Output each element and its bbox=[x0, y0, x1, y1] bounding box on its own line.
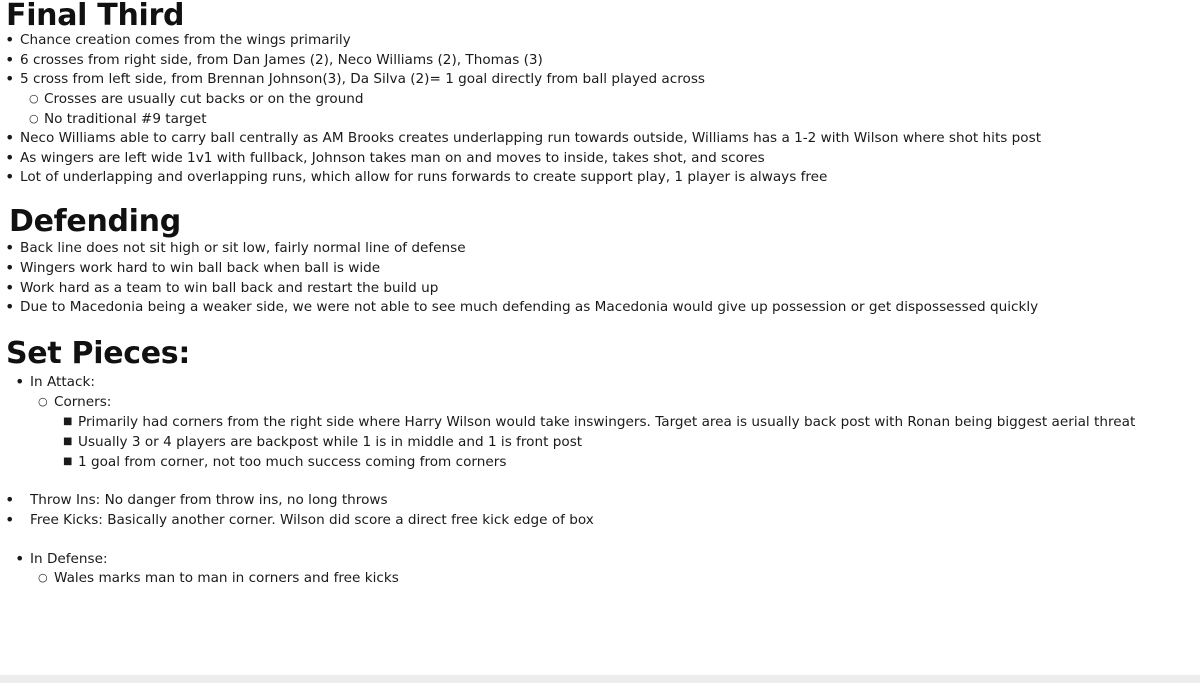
list-item: Neco Williams able to carry ball centrally as AM Brooks creates underlapping run towards outside, Williams has a 1-2 with Wilson where shot hits post bbox=[20, 130, 1042, 146]
bullet-square: ■ bbox=[63, 456, 73, 467]
bullet-disc: • bbox=[5, 69, 15, 88]
section-heading-final-third: Final Third bbox=[6, 0, 185, 33]
bullet-circle: ○ bbox=[29, 92, 39, 105]
list-item: Primarily had corners from the right side where Harry Wilson would take inswingers. Target area is usually back post with Ronan being biggest aerial threat bbox=[78, 414, 1136, 430]
bullet-disc: • bbox=[5, 297, 15, 316]
list-item: Lot of underlapping and overlapping runs, which allow for runs forwards to create support play, 1 player is always free bbox=[20, 169, 828, 185]
list-item: 5 cross from left side, from Brennan Johnson(3), Da Silva (2)= 1 goal directly from ball played across bbox=[20, 71, 705, 87]
bullet-disc: • bbox=[5, 278, 15, 297]
bullet-disc: • bbox=[5, 510, 15, 529]
list-item: Crosses are usually cut backs or on the ground bbox=[44, 91, 364, 107]
bullet-disc: • bbox=[5, 30, 15, 49]
list-item: Corners: bbox=[54, 394, 112, 410]
bullet-disc: • bbox=[5, 148, 15, 167]
bottom-scroll-edge bbox=[0, 675, 1200, 683]
bullet-disc: • bbox=[15, 372, 25, 391]
bullet-circle: ○ bbox=[29, 112, 39, 125]
list-item: As wingers are left wide 1v1 with fullback, Johnson takes man on and moves to inside, takes shot, and scores bbox=[20, 150, 765, 166]
section-heading-set-pieces: Set Pieces: bbox=[6, 336, 191, 371]
list-item: Chance creation comes from the wings primarily bbox=[20, 32, 351, 48]
list-item: In Defense: bbox=[30, 551, 108, 567]
list-item: Back line does not sit high or sit low, fairly normal line of defense bbox=[20, 240, 466, 256]
bullet-circle: ○ bbox=[38, 571, 48, 584]
bullet-disc: • bbox=[5, 258, 15, 277]
list-item: 1 goal from corner, not too much success coming from corners bbox=[78, 454, 507, 470]
bullet-square: ■ bbox=[63, 436, 73, 447]
bullet-disc: • bbox=[5, 167, 15, 186]
list-item: Work hard as a team to win ball back and restart the build up bbox=[20, 280, 439, 296]
list-item: Throw Ins: No danger from throw ins, no long throws bbox=[30, 492, 388, 508]
list-item: Wingers work hard to win ball back when ball is wide bbox=[20, 260, 381, 276]
list-item: Due to Macedonia being a weaker side, we were not able to see much defending as Macedonia would give up possession or get dispossessed quickly bbox=[20, 299, 1039, 315]
bullet-disc: • bbox=[5, 50, 15, 69]
bullet-disc: • bbox=[5, 490, 15, 509]
list-item: Usually 3 or 4 players are backpost while 1 is in middle and 1 is front post bbox=[78, 434, 583, 450]
section-heading-defending: Defending bbox=[9, 204, 181, 239]
bullet-disc: • bbox=[5, 238, 15, 257]
list-item: Free Kicks: Basically another corner. Wilson did score a direct free kick edge of box bbox=[30, 512, 594, 528]
bullet-circle: ○ bbox=[38, 395, 48, 408]
bullet-square: ■ bbox=[63, 416, 73, 427]
list-item: No traditional #9 target bbox=[44, 111, 207, 127]
bullet-disc: • bbox=[15, 549, 25, 568]
list-item: Wales marks man to man in corners and free kicks bbox=[54, 570, 399, 586]
list-item: 6 crosses from right side, from Dan James (2), Neco Williams (2), Thomas (3) bbox=[20, 52, 543, 68]
bullet-disc: • bbox=[5, 128, 15, 147]
list-item: In Attack: bbox=[30, 374, 95, 390]
